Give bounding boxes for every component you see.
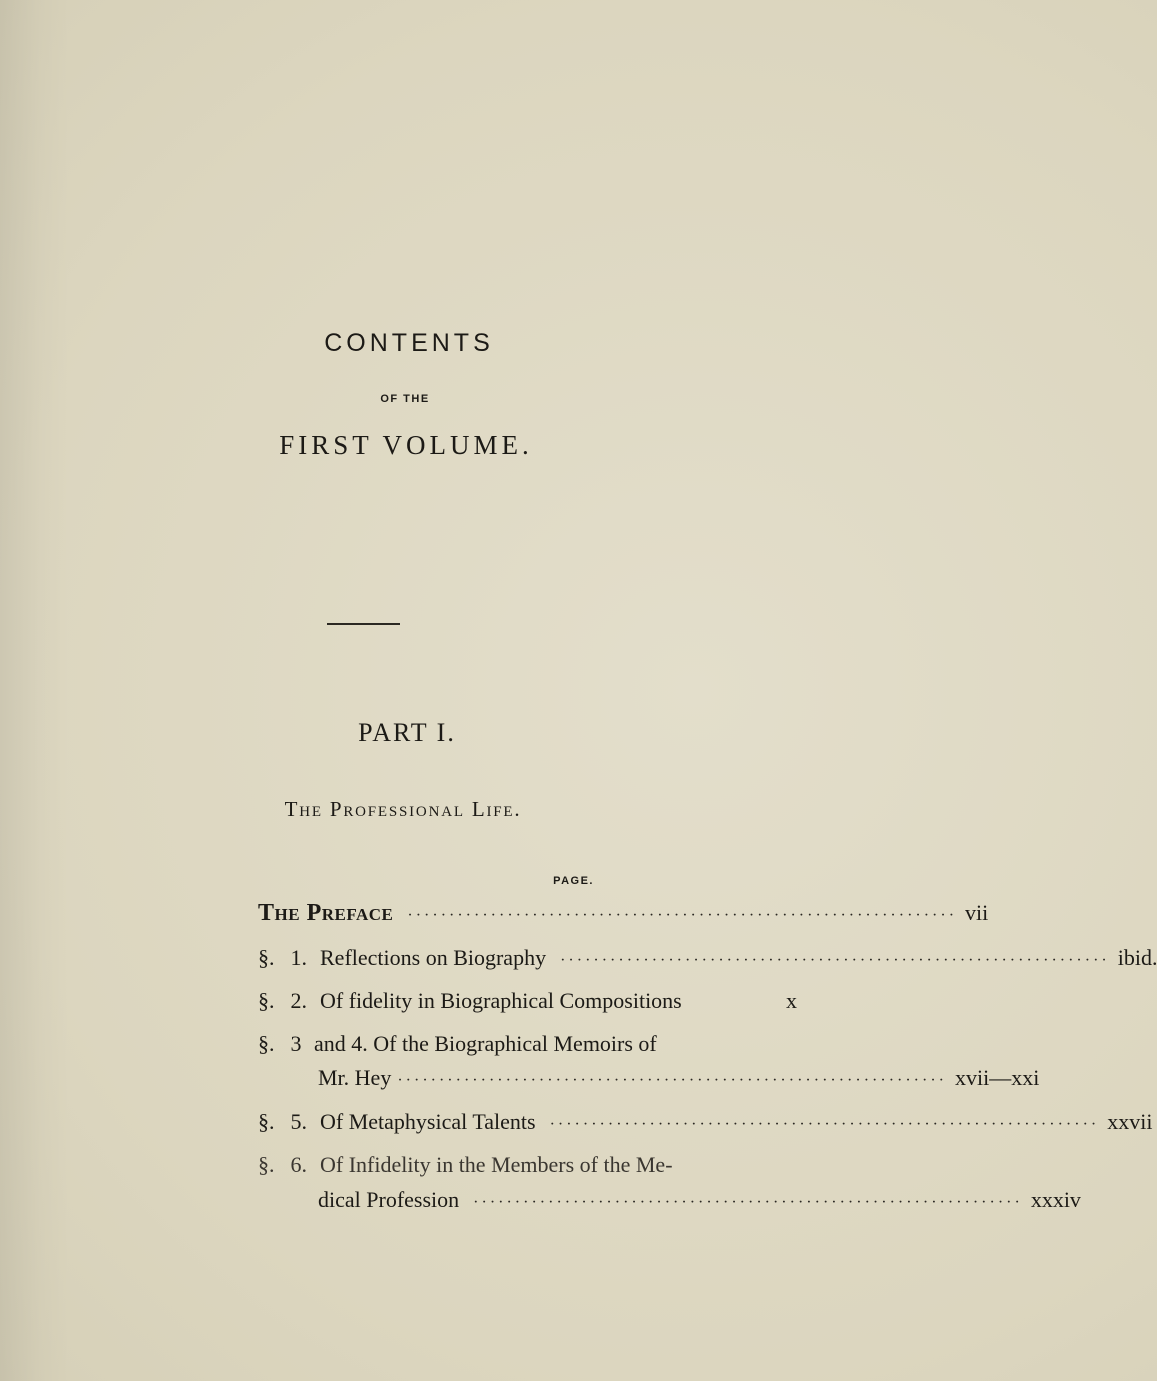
toc-entry-page: x (786, 988, 797, 1013)
toc-entry-section-2 (258, 988, 797, 1014)
part-title: PART I. (358, 718, 456, 747)
toc-entry-label: Of Infidelity in the Members of the Me- (320, 1152, 673, 1177)
divider-rule (327, 623, 400, 625)
section-number: 3 (290, 1031, 302, 1056)
toc-entry-section-6 (258, 1152, 797, 1178)
leader-dots: ·································································· (560, 952, 1110, 969)
section-sign: §. (258, 988, 275, 1013)
toc-entry-section-3-4-continuation (318, 1065, 1040, 1091)
toc-entry-page: xvii—xxi (954, 1065, 1040, 1090)
part-subtitle: The Professional Life. (284, 797, 522, 821)
section-number: 5. (290, 1109, 307, 1134)
toc-entry-section-6-continuation (318, 1187, 1081, 1213)
toc-entry-section-1 (258, 945, 1157, 971)
page-column-label: PAGE. (553, 875, 594, 887)
volume-heading: FIRST VOLUME. (279, 430, 533, 460)
toc-entry-label: and 4. Of the Biographical Memoirs of (314, 1031, 657, 1056)
toc-entry-section-5 (258, 1109, 1153, 1135)
leader-dots: ·································································· (397, 1072, 947, 1089)
toc-entry-label: Of Metaphysical Talents (320, 1109, 536, 1134)
toc-entry-label: The Preface (258, 900, 394, 926)
toc-entry-label: Of fidelity in Biographical Compositions (320, 988, 682, 1013)
toc-entry-preface (258, 900, 989, 927)
section-number: 6. (290, 1152, 307, 1177)
section-sign: §. (258, 945, 275, 970)
of-the-subheading: OF THE (380, 393, 430, 405)
section-sign: §. (258, 1031, 275, 1056)
toc-entry-label: Reflections on Biography (320, 945, 547, 970)
section-sign: §. (258, 1152, 275, 1177)
section-number: 2. (290, 988, 307, 1013)
contents-heading: CONTENTS (324, 329, 494, 357)
leader-dots: ·································································· (549, 1116, 1100, 1133)
toc-entry-continuation: dical Profession (318, 1187, 460, 1212)
leader-dots: ·································································· (407, 907, 958, 924)
toc-entry-continuation: Mr. Hey (318, 1065, 392, 1090)
toc-entry-page: xxxiv (1030, 1187, 1081, 1212)
toc-entry-page: ibid. (1117, 945, 1157, 970)
toc-entry-section-3-4 (258, 1031, 797, 1057)
section-number: 1. (290, 945, 307, 970)
toc-entry-page: xxvii (1107, 1109, 1153, 1134)
section-sign: §. (258, 1109, 275, 1134)
toc-entry-page: vii (965, 900, 989, 925)
leader-dots: ·································································· (473, 1194, 1023, 1211)
